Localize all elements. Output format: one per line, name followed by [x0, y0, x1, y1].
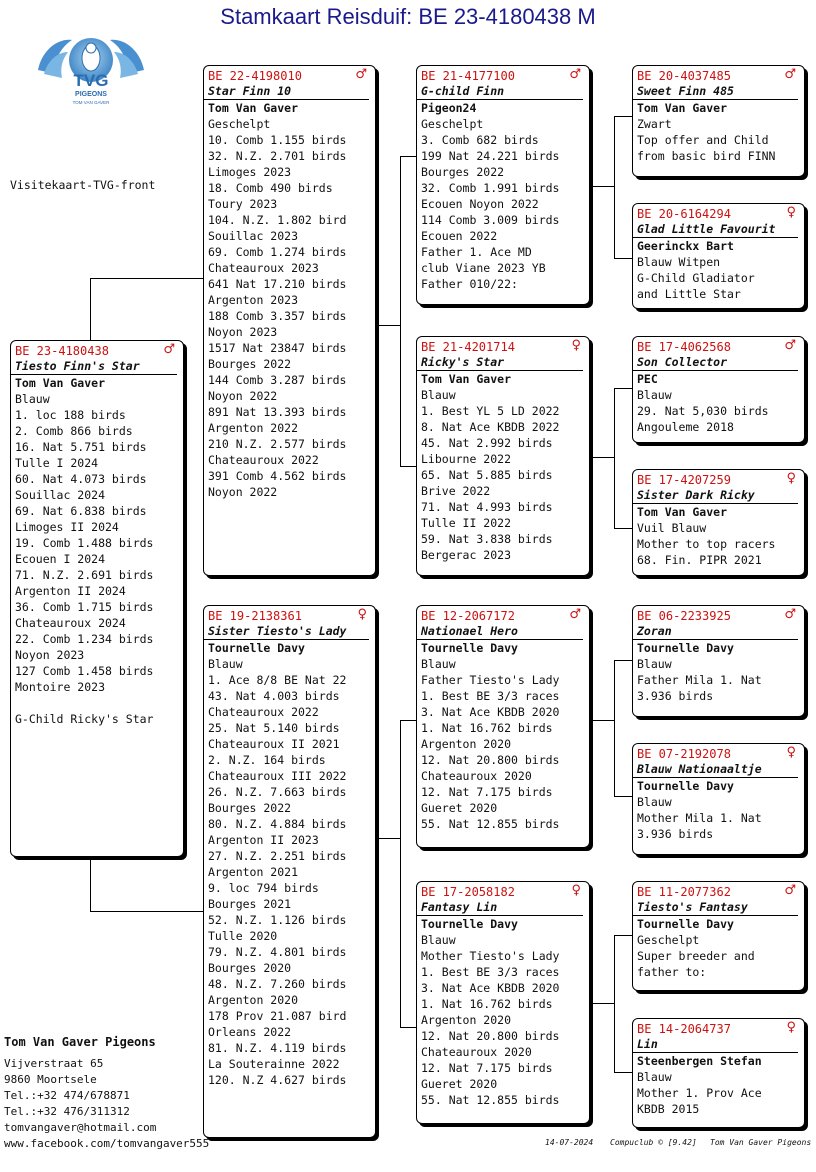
- sex-icon: ♂: [784, 607, 796, 622]
- result-line: 43. Nat 4.003 birds: [208, 689, 340, 703]
- pigeon-card-mother-father[interactable]: [416, 605, 590, 848]
- result-line: 12. Nat 7.175 birds: [421, 785, 553, 799]
- result-line: Noyon 2022: [208, 485, 278, 499]
- ring-number: BE 17-4062568 ♂: [637, 338, 796, 354]
- connector: [400, 156, 401, 466]
- logo-text: TVG: [73, 71, 109, 90]
- result-line: Bourges 2020: [208, 961, 292, 975]
- result-line: 1517 Nat 23847 birds: [208, 341, 347, 355]
- pigeon-card-mfm[interactable]: [632, 743, 805, 855]
- result-line: 80. N.Z. 4.884 birds: [208, 817, 347, 831]
- result-line: 29. Nat 5,030 birds: [637, 404, 769, 418]
- street: Vijverstraat 65: [4, 1057, 104, 1070]
- pigeon-name: Zoran: [633, 624, 798, 640]
- result-line: Mother Tiesto's Lady: [421, 949, 560, 963]
- result-line: and Little Star: [637, 287, 741, 301]
- result-line: Gueret 2020: [421, 1077, 498, 1091]
- result-line: Blauw: [421, 933, 456, 947]
- pigeon-name: Fantasy Lin: [417, 900, 583, 916]
- connector: [590, 720, 615, 721]
- result-line: Blauw: [637, 657, 672, 671]
- connector: [400, 466, 417, 467]
- owner-name: Tournelle Davy: [421, 917, 518, 931]
- result-line: 2. Comb 866 birds: [15, 424, 133, 438]
- pigeon-name: Tiesto Finn's Star: [11, 359, 177, 375]
- ring-number: BE 21-4177100 ♂: [421, 67, 581, 83]
- ring-number: BE 21-4201714 ♀: [421, 338, 581, 354]
- result-lines: [633, 254, 804, 302]
- result-line: 3.936 birds: [637, 827, 714, 841]
- owner-name: Tom Van Gaver: [637, 505, 728, 519]
- result-line: Argenton 2020: [421, 1013, 512, 1027]
- pigeon-card-father-mother[interactable]: [416, 336, 590, 576]
- result-line: 65. Nat 5.885 birds: [421, 468, 553, 482]
- result-line: Limoges 2023: [208, 165, 292, 179]
- pigeon-card-fff[interactable]: [632, 65, 805, 177]
- connector: [614, 116, 615, 258]
- owner-name: Tom Van Gaver Pigeons: [4, 1035, 156, 1049]
- result-line: Limoges II 2024: [15, 520, 119, 534]
- result-line: 891 Nat 13.393 birds: [208, 405, 347, 419]
- result-line: Geschelpt: [421, 117, 484, 131]
- result-line: 104. N.Z. 1.802 bird: [208, 213, 347, 227]
- sex-icon: ♂: [784, 883, 796, 898]
- result-line: 641 Nat 17.210 birds: [208, 277, 347, 291]
- page-title: Stamkaart Reisduif: BE 23-4180438 M: [220, 4, 596, 29]
- pigeon-card-father[interactable]: [203, 65, 376, 576]
- pigeon-card-mff[interactable]: [632, 605, 805, 717]
- result-line: 26. N.Z. 7.663 birds: [208, 785, 347, 799]
- connector: [614, 258, 632, 259]
- phone-1: Tel.:+32 474/678871: [4, 1089, 130, 1102]
- ring-number: BE 17-4207259 ♀: [637, 471, 796, 487]
- connector: [614, 796, 632, 797]
- result-line: 10. Comb 1.155 birds: [208, 133, 347, 147]
- result-line: Bourges 2022: [421, 165, 505, 179]
- result-line: 1. Best BE 3/3 races: [421, 689, 560, 703]
- result-line: 1. Nat 16.762 birds: [421, 997, 553, 1011]
- result-line: Father Tiesto's Lady: [421, 673, 560, 687]
- result-line: 69. Comb 1.274 birds: [208, 245, 347, 259]
- result-line: Montoire 2023: [15, 680, 106, 694]
- result-line: 69. Nat 6.838 birds: [15, 504, 147, 518]
- result-line: [15, 695, 179, 711]
- footer-date: 14-07-2024: [545, 1138, 594, 1147]
- pigeon-name: Sister Dark Ricky: [633, 488, 798, 504]
- owner-name: Tom Van Gaver: [208, 101, 299, 115]
- owner-name: Steenbergen Stefan: [637, 1054, 762, 1068]
- result-line: 391 Comb 4.562 birds: [208, 469, 347, 483]
- result-line: Bergerac 2023: [421, 548, 512, 562]
- result-line: 71. N.Z. 2.691 birds: [15, 568, 154, 582]
- result-line: 1. Best YL 5 LD 2022: [421, 404, 560, 418]
- pigeon-name: Tiesto's Fantasy: [633, 900, 798, 916]
- result-line: Chateauroux 2022: [208, 705, 319, 719]
- ring-number: BE 17-2058182 ♀: [421, 883, 581, 899]
- visit-card-label: Visitekaart-TVG-front: [10, 178, 156, 192]
- result-line: Noyon 2023: [15, 648, 85, 662]
- owner-name: Tom Van Gaver: [421, 372, 512, 386]
- svg-text:PIGEONS: PIGEONS: [75, 91, 107, 98]
- sex-icon: ♂: [355, 67, 367, 82]
- result-line: Angouleme 2018: [637, 420, 734, 434]
- owner-name: Tom Van Gaver: [15, 376, 106, 390]
- connector: [614, 528, 632, 529]
- result-line: Zwart: [637, 117, 672, 131]
- result-line: Argenton 2022: [208, 421, 299, 435]
- ring-number: BE 20-6164294 ♀: [637, 205, 796, 221]
- result-lines: [417, 387, 589, 563]
- result-line: 68. Fin. PIPR 2021: [637, 553, 762, 567]
- result-line: father to:: [637, 965, 707, 979]
- result-line: La Souterainne 2022: [208, 1057, 340, 1071]
- result-line: Bourges 2022: [208, 357, 292, 371]
- result-line: 9. loc 794 birds: [208, 881, 319, 895]
- result-line: Chateauroux 2024: [15, 616, 126, 630]
- result-line: 8. Nat Ace KBDB 2022: [421, 420, 560, 434]
- result-lines: [11, 391, 183, 727]
- result-line: 81. N.Z. 4.119 birds: [208, 1041, 347, 1055]
- pigeon-card-ffm[interactable]: [632, 203, 805, 309]
- result-lines: [633, 794, 804, 842]
- pigeon-card-mmf[interactable]: [632, 881, 805, 991]
- result-line: Noyon 2023: [208, 325, 278, 339]
- result-lines: [417, 656, 589, 832]
- result-line: 1. Nat 16.762 birds: [421, 721, 553, 735]
- result-line: Father Mila 1. Nat: [637, 673, 762, 687]
- result-line: 144 Comb 3.287 birds: [208, 373, 347, 387]
- result-line: Mother Mila 1. Nat: [637, 811, 762, 825]
- sex-icon: ♂: [569, 67, 581, 82]
- result-line: Argenton II 2024: [15, 584, 126, 598]
- result-line: Blauw: [208, 657, 243, 671]
- result-line: 16. Nat 5.751 birds: [15, 440, 147, 454]
- result-line: Ecouen 2022: [421, 229, 498, 243]
- result-line: 3. Nat Ace KBDB 2020: [421, 705, 560, 719]
- result-line: Bourges 2022: [208, 801, 292, 815]
- result-line: G-Child Ricky's Star: [15, 712, 154, 726]
- connector: [90, 911, 204, 912]
- pigeon-card-father-father[interactable]: [416, 65, 590, 305]
- result-line: Father 1. Ace MD: [421, 245, 532, 259]
- result-lines: [633, 520, 804, 568]
- result-line: Mother 1. Prov Ace: [637, 1086, 762, 1100]
- result-line: Chateauroux II 2021: [208, 737, 340, 751]
- result-line: 188 Comb 3.357 birds: [208, 309, 347, 323]
- result-line: G-Child Gladiator: [637, 271, 755, 285]
- result-line: 114 Comb 3.009 birds: [421, 213, 560, 227]
- pigeon-name: Glad Little Favourit: [633, 222, 798, 238]
- pigeon-card-fmf[interactable]: [632, 336, 805, 443]
- result-line: 48. N.Z. 7.260 birds: [208, 977, 347, 991]
- result-line: Super breeder and: [637, 949, 755, 963]
- result-line: 127 Comb 1.458 birds: [15, 664, 154, 678]
- phone-2: Tel.:+32 476/311312: [4, 1105, 130, 1118]
- ring-number: BE 12-2067172 ♂: [421, 607, 581, 623]
- owner-name: Tom Van Gaver: [637, 101, 728, 115]
- owner-name: Tournelle Davy: [421, 641, 518, 655]
- result-line: 79. N.Z. 4.801 birds: [208, 945, 347, 959]
- result-line: Top offer and Child: [637, 133, 769, 147]
- result-line: 18. Comb 490 birds: [208, 181, 333, 195]
- result-line: 210 N.Z. 2.577 birds: [208, 437, 347, 451]
- result-line: Blauw Witpen: [637, 255, 721, 269]
- pigeon-card-mmm[interactable]: [632, 1018, 805, 1128]
- result-line: 178 Prov 21.087 bird: [208, 1009, 347, 1023]
- pigeon-name: Ricky's Star: [417, 355, 583, 371]
- result-line: Father 010/22:: [421, 277, 518, 291]
- result-line: Argenton 2021: [208, 865, 299, 879]
- ring-number: BE 06-2233925 ♂: [637, 607, 796, 623]
- result-line: Argenton 2023: [208, 293, 299, 307]
- connector: [400, 1027, 417, 1028]
- ring-number: BE 20-4037485 ♂: [637, 67, 796, 83]
- pigeon-name: Nationael Hero: [417, 624, 583, 640]
- result-line: 32. Comb 1.991 birds: [421, 181, 560, 195]
- result-line: Chateauroux III 2022: [208, 769, 347, 783]
- sex-icon: ♀: [357, 607, 367, 622]
- result-lines: [633, 1069, 804, 1117]
- result-lines: [204, 656, 375, 1088]
- pigeon-card-fmm[interactable]: [632, 469, 805, 576]
- result-line: 12. Nat 20.800 birds: [421, 753, 560, 767]
- result-line: Blauw: [637, 1070, 672, 1084]
- pigeon-name: Sweet Finn 485: [633, 84, 798, 100]
- result-line: Noyon 2022: [208, 389, 278, 403]
- connector: [400, 720, 401, 1027]
- result-line: 52. N.Z. 1.126 birds: [208, 913, 347, 927]
- connector: [90, 278, 91, 340]
- sex-icon: ♂: [784, 67, 796, 82]
- pigeon-name: G-child Finn: [417, 84, 583, 100]
- result-line: Souillac 2023: [208, 229, 299, 243]
- sex-icon: ♂: [569, 607, 581, 622]
- sex-icon: ♂: [163, 342, 175, 357]
- result-line: from basic bird FINN: [637, 149, 776, 163]
- result-line: Chateauroux 2023: [208, 261, 319, 275]
- result-line: 60. Nat 4.073 birds: [15, 472, 147, 486]
- sex-icon: ♀: [786, 1020, 796, 1035]
- owner-name: Geerinckx Bart: [637, 239, 734, 253]
- connector: [376, 325, 401, 326]
- result-line: Argenton 2020: [208, 993, 299, 1007]
- ring-number: BE 11-2077362 ♂: [637, 883, 796, 899]
- sex-icon: ♀: [571, 883, 581, 898]
- result-line: Brive 2022: [421, 484, 491, 498]
- connector: [614, 935, 632, 936]
- result-line: 55. Nat 12.855 birds: [421, 817, 560, 831]
- result-line: Mother to top racers: [637, 537, 776, 551]
- connector: [590, 457, 615, 458]
- connector: [614, 660, 615, 796]
- connector: [614, 935, 615, 1072]
- result-line: 55. Nat 12.855 birds: [421, 1093, 560, 1107]
- result-line: Blauw: [421, 657, 456, 671]
- result-line: 36. Comb 1.715 birds: [15, 600, 154, 614]
- sex-icon: ♂: [784, 338, 796, 353]
- pigeon-card-mother-mother[interactable]: [416, 881, 590, 1124]
- ring-number: BE 19-2138361 ♀: [208, 607, 367, 623]
- sex-icon: ♀: [786, 471, 796, 486]
- connector: [590, 1003, 615, 1004]
- sex-icon: ♀: [786, 745, 796, 760]
- result-line: 25. Nat 5.140 birds: [208, 721, 340, 735]
- result-line: Ecouen Noyon 2022: [421, 197, 539, 211]
- result-line: 27. N.Z. 2.251 birds: [208, 849, 347, 863]
- result-line: Blauw: [15, 392, 50, 406]
- result-line: Tulle II 2022: [421, 516, 512, 530]
- result-line: Argenton II 2023: [208, 833, 319, 847]
- result-line: Orleans 2022: [208, 1025, 292, 1039]
- pigeon-name: Lin: [633, 1037, 798, 1053]
- footer-owner: Tom Van Gaver Pigeons: [710, 1138, 812, 1147]
- result-line: Geschelpt: [208, 117, 271, 131]
- result-line: 1. loc 188 birds: [15, 408, 126, 422]
- connector: [614, 116, 632, 117]
- result-line: Argenton 2020: [421, 737, 512, 751]
- owner-name: PEC: [637, 372, 658, 386]
- tvg-logo: [30, 30, 152, 110]
- connector: [590, 186, 615, 187]
- ring-number: BE 23-4180438 ♂: [15, 342, 175, 358]
- result-line: Toury 2023: [208, 197, 278, 211]
- owner-address: [4, 1034, 209, 1152]
- result-lines: [633, 656, 804, 704]
- connector: [376, 838, 401, 839]
- result-line: 12. Nat 7.175 birds: [421, 1061, 553, 1075]
- city: 9860 Moortsele: [4, 1073, 97, 1086]
- ring-number: BE 07-2192078 ♀: [637, 745, 796, 761]
- result-line: Ecouen I 2024: [15, 552, 106, 566]
- footer-software: Compuclub © [9.42]: [610, 1138, 697, 1147]
- result-lines: [417, 932, 589, 1108]
- connector: [90, 278, 204, 279]
- result-line: Souillac 2024: [15, 488, 106, 502]
- pigeon-name: Sister Tiesto's Lady: [204, 624, 369, 640]
- ring-number: BE 22-4198010 ♂: [208, 67, 367, 83]
- connector: [614, 388, 615, 528]
- result-line: 22. Comb 1.234 birds: [15, 632, 154, 646]
- result-line: Blauw: [637, 388, 672, 402]
- result-line: 199 Nat 24.221 birds: [421, 149, 560, 163]
- result-line: club Viane 2023 YB: [421, 261, 546, 275]
- result-lines: [633, 116, 804, 164]
- connector: [400, 156, 417, 157]
- result-line: Libourne 2022: [421, 452, 512, 466]
- result-line: Bourges 2021: [208, 897, 292, 911]
- pigeon-name: Star Finn 10: [204, 84, 369, 100]
- result-line: Tulle I 2024: [15, 456, 99, 470]
- result-line: Geschelpt: [637, 933, 700, 947]
- website: www.facebook.com/tomvangaver555: [4, 1137, 210, 1150]
- result-line: Tulle 2020: [208, 929, 278, 943]
- result-line: 3. Comb 682 birds: [421, 133, 539, 147]
- result-line: Vuil Blauw: [637, 521, 707, 535]
- sex-icon: ♀: [786, 205, 796, 220]
- pigeon-card-subject[interactable]: [10, 340, 184, 857]
- result-line: Blauw: [421, 388, 456, 402]
- svg-text:TOM VAN GAVER: TOM VAN GAVER: [72, 100, 110, 105]
- connector: [90, 857, 91, 912]
- pigeon-name: Son Collector: [633, 355, 798, 371]
- owner-name: Tournelle Davy: [208, 641, 305, 655]
- owner-name: Tournelle Davy: [637, 779, 734, 793]
- connector: [400, 720, 417, 721]
- result-line: 71. Nat 4.993 birds: [421, 500, 553, 514]
- pigeon-name: Blauw Nationaaltje: [633, 762, 798, 778]
- result-line: 45. Nat 2.992 birds: [421, 436, 553, 450]
- connector: [614, 660, 632, 661]
- connector: [614, 388, 632, 389]
- result-line: Chateauroux 2020: [421, 769, 532, 783]
- sex-icon: ♀: [571, 338, 581, 353]
- result-line: 12. Nat 20.800 birds: [421, 1029, 560, 1043]
- result-line: Gueret 2020: [421, 801, 498, 815]
- result-line: Blauw: [637, 795, 672, 809]
- ring-number: BE 14-2064737 ♀: [637, 1020, 796, 1036]
- result-lines: [633, 932, 804, 980]
- result-line: Chateauroux 2022: [208, 453, 319, 467]
- result-lines: [633, 387, 804, 435]
- result-line: 3.936 birds: [637, 689, 714, 703]
- result-line: KBDB 2015: [637, 1102, 700, 1116]
- owner-name: Tournelle Davy: [637, 917, 734, 931]
- owner-name: Pigeon24: [421, 101, 477, 115]
- result-line: 32. N.Z. 2.701 birds: [208, 149, 347, 163]
- result-line: 1. Ace 8/8 BE Nat 22: [208, 673, 347, 687]
- result-line: 19. Comb 1.488 birds: [15, 536, 154, 550]
- result-line: 3. Nat Ace KBDB 2020: [421, 981, 560, 995]
- email: tomvangaver@hotmail.com: [4, 1121, 157, 1134]
- result-line: 59. Nat 3.838 birds: [421, 532, 553, 546]
- result-lines: [204, 116, 375, 500]
- result-lines: [417, 116, 589, 292]
- result-line: 2. N.Z. 164 birds: [208, 753, 326, 767]
- owner-name: Tournelle Davy: [637, 641, 734, 655]
- result-line: 120. N.Z 4.627 birds: [208, 1073, 347, 1087]
- pigeon-card-mother[interactable]: [203, 605, 376, 1138]
- connector: [614, 1072, 632, 1073]
- result-line: 1. Best BE 3/3 races: [421, 965, 560, 979]
- result-line: Chateauroux 2020: [421, 1045, 532, 1059]
